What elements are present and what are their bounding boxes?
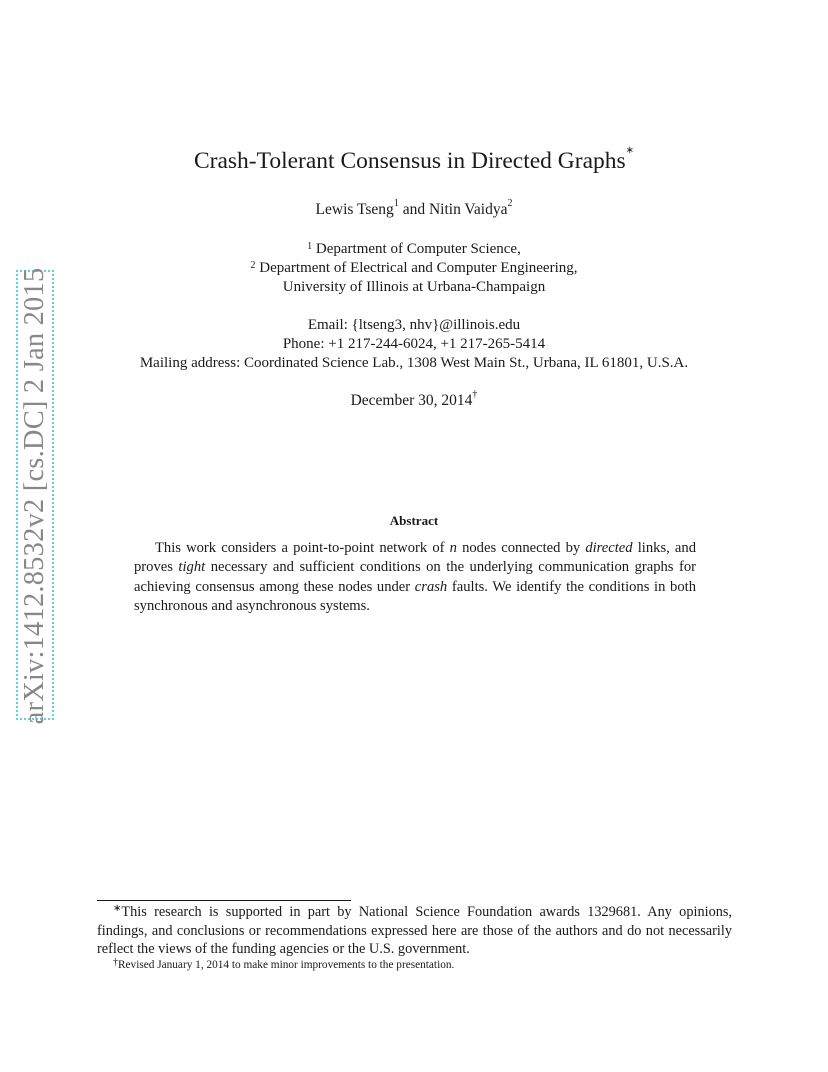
affiliation-2-mark: 2 [250,260,256,271]
paper-date [0,389,828,410]
title-text: Crash-Tolerant Consensus in Directed Graphs [193,148,626,174]
authors [0,198,828,219]
author-1: Lewis Tseng [315,201,394,218]
university: University of Illinois at Urbana-Champaign [282,279,546,295]
contact-info [0,316,828,373]
abstract-emph-tight: tight [178,559,206,576]
phone-line: Phone: +1 217-244-6024, +1 217-265-5414 [282,336,546,352]
author-2-mark: 2 [507,198,513,209]
footnote-2-mark: † [113,957,118,968]
paper-title [0,145,828,175]
affiliations [0,240,828,297]
abstract-text-2: nodes connected by [456,540,586,556]
affiliation-1-text: Department of Computer Science, [315,241,521,257]
email-line: Email: {ltseng3, nhv}@illinois.edu [307,317,521,333]
abstract-heading: Abstract [389,513,439,528]
date-footnote-mark: † [472,389,478,400]
footnote-1-mark: ∗ [113,903,122,914]
footnote-2-text: Revised January 1, 2014 to make minor improvements to the presentation. [118,959,455,971]
affiliation-1-mark: 1 [307,241,313,252]
footnote-1 [97,903,732,959]
arxiv-stamp-text: arXiv:1412.8532v2 [cs.DC] 2 Jan 2015 [19,267,50,725]
abstract-text-3: links, and proves [134,540,696,576]
mailing-address-line: Mailing address: Coordinated Science Lab., 1308 West Main St., Urbana, IL 61801, U.S.A. [139,355,689,371]
abstract-body [134,539,696,616]
date-text: December 30, 2014 [350,392,473,409]
abstract-emph-n: n [449,540,457,556]
title-footnote-mark: ∗ [625,145,635,156]
affiliation-1 [0,240,828,259]
abstract-emph-directed: directed [585,540,633,556]
author-conjunction: and [402,201,426,218]
footnote-rule [97,900,351,901]
abstract-text-5: faults. We identify the conditions in both synchronous and asynchronous systems. [134,578,696,614]
affiliation-2 [0,259,828,278]
footnote-2 [97,958,732,973]
abstract-text-4: necessary and sufficient conditions on the underlying communication graphs for achieving consensus among these nodes under [134,559,696,595]
footnote-1-text: This research is supported in part by National Science Foundation awards 1329681. Any opinions, findings, and conclusions or recommendations expressed here are those of the authors and do not necessarily reflect the views of the funding agencies or the U.S. government. [97,904,732,957]
author-1-mark: 1 [393,198,399,209]
abstract-emph-crash: crash [414,578,448,595]
abstract-text-1: This work considers a point-to-point network of [155,540,450,556]
author-2: Nitin Vaidya [428,201,508,218]
affiliation-2-text: Department of Electrical and Computer Engineering, [259,260,578,276]
